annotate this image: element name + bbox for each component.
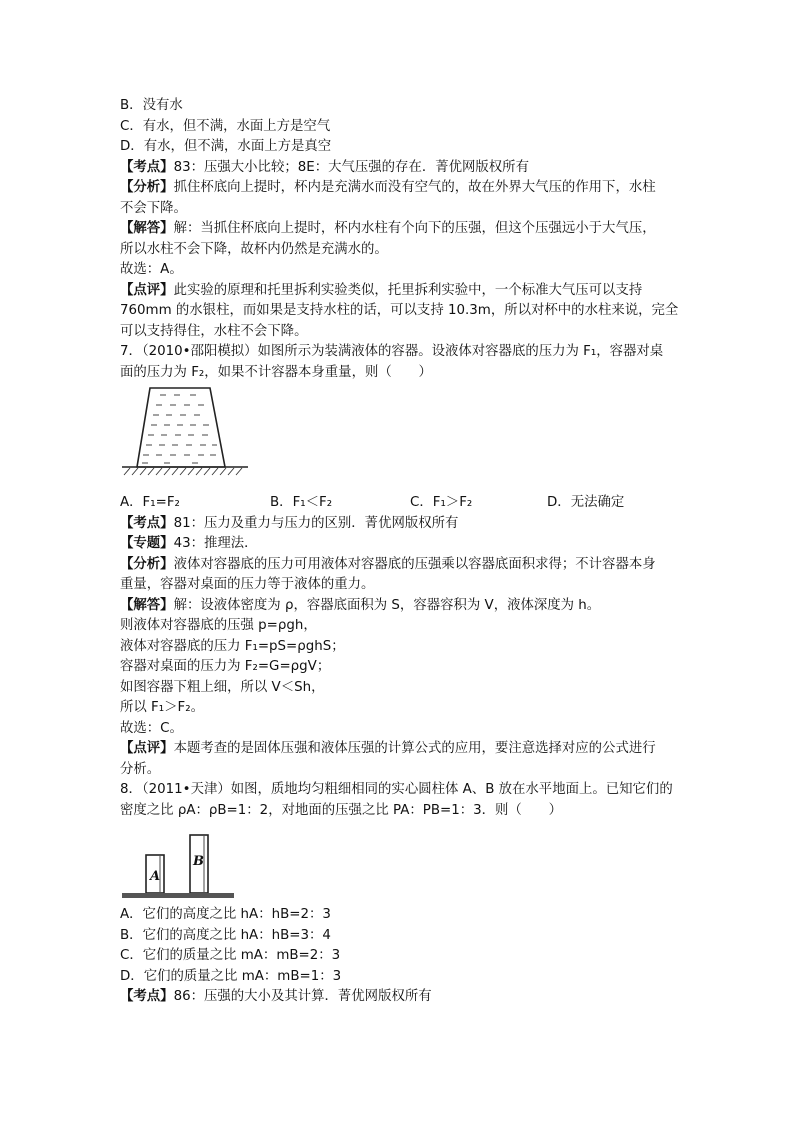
cylinder-b-label: B <box>193 854 204 869</box>
q7-jieda-4: 容器对桌面的压力为 F₂=G=ρgV； <box>120 659 331 674</box>
ground-hatching <box>124 468 242 475</box>
document-page <box>120 96 690 1008</box>
ground <box>122 893 234 898</box>
q6-jieda-cont: 所以水柱不会下降，故杯内仍然是充满水的。 <box>120 241 388 257</box>
q7-dianping-cont: 分析。 <box>120 761 161 777</box>
fenxi-tag: 【分析】 <box>120 556 174 572</box>
kaodian-tag: 【考点】 <box>120 159 174 175</box>
jieda-tag: 【解答】 <box>120 221 174 236</box>
q7-answer: 故选：C。 <box>120 720 183 736</box>
liquid-marks <box>142 395 217 463</box>
q6-jieda <box>120 219 690 240</box>
dianping-text: 本题考查的是固体压强和液体压强的计算公式的应用，要注意选择对应的公式进行 <box>173 741 656 756</box>
q6-option-b: B．没有水 <box>120 98 183 113</box>
q7-stem: 7．（2010•邵阳模拟）如图所示为装满液体的容器。设液体对容器底的压力为 F₁，容器对桌 <box>120 344 664 359</box>
q7-option-b: B．F₁＜F₂ <box>270 495 333 510</box>
zhuanti-text: 43：推理法． <box>173 536 258 551</box>
q6-dianping-cont-1: 760mm 的水银柱，而如果是支持水柱的话，可以支持 10.3m，所以对杯中的水柱来说，完全 <box>120 303 679 318</box>
dianping-text: 此实验的原理和托里拆利实验类似，托里拆利实验中，一个标准大气压可以支持 <box>173 282 643 298</box>
kaodian-text: 81：压力及重力与压力的区别．菁优网版权所有 <box>173 515 459 531</box>
q6-dianping-cont-2: 可以支持得住，水柱不会下降。 <box>120 323 308 339</box>
q8-cylinders-figure <box>120 825 690 905</box>
q8-stem-cont: 密度之比 ρA：ρB=1：2，对地面的压强之比 PA：PB=1：3．则（ ） <box>120 802 562 818</box>
q7-jieda-3: 液体对容器底的压力 F₁=pS=ρghS； <box>120 638 345 654</box>
q7-zhuanti <box>120 534 690 555</box>
q8-stem: 8．（2011•天津）如图，质地均匀粗细相同的实心圆柱体 A、B 放在水平地面上。已知它们的 <box>120 782 673 797</box>
kaodian-text: 83：压强大小比较；8E：大气压强的存在．菁优网版权所有 <box>173 159 529 175</box>
fenxi-text: 液体对容器底的压力可用液体对容器底的压强乘以容器底面积求得；不计容器本身 <box>173 556 656 572</box>
q8-option-a: A．它们的高度之比 hA：hB=2：3 <box>120 907 331 922</box>
dianping-tag: 【点评】 <box>120 741 174 756</box>
q6-option-c: C．有水，但不满，水面上方是空气 <box>120 118 331 134</box>
fenxi-tag: 【分析】 <box>120 180 174 195</box>
q8-option-b: B．它们的高度之比 hA：hB=3：4 <box>120 927 331 943</box>
cylinder-a-label: A <box>150 869 161 884</box>
q6-fenxi-cont: 不会下降。 <box>120 200 187 216</box>
trapezoid-container-diagram <box>120 385 250 489</box>
q7-jieda-2: 则液体对容器底的压强 p=ρgh， <box>120 618 317 633</box>
kaodian-text: 86：压强的大小及其计算．菁优网版权所有 <box>173 989 432 1004</box>
q8-option-c: C．它们的质量之比 mA：mB=2：3 <box>120 948 341 963</box>
q7-option-a: A．F₁=F₂ <box>120 495 180 510</box>
q7-container-figure <box>120 385 690 493</box>
q7-options <box>120 493 690 514</box>
dianping-tag: 【点评】 <box>120 282 174 298</box>
q7-kaodian <box>120 514 690 535</box>
cylinders-diagram <box>120 825 240 901</box>
q7-jieda <box>120 596 690 617</box>
q7-option-c: C．F₁＞F₂ <box>410 495 473 510</box>
jieda-text: 解：当抓住杯底向上提时，杯内水柱有个向下的压强，但这个压强远小于大气压， <box>173 221 656 236</box>
q7-option-d: D．无法确定 <box>547 495 625 510</box>
q6-option-d: D．有水，但不满，水面上方是真空 <box>120 139 332 154</box>
jieda-tag: 【解答】 <box>120 597 174 613</box>
q6-fenxi <box>120 178 690 199</box>
q8-option-d: D．它们的质量之比 mA：mB=1：3 <box>120 968 342 984</box>
q6-dianping <box>120 281 690 302</box>
q7-dianping <box>120 739 690 760</box>
fenxi-text: 抓住杯底向上提时，杯内是充满水而没有空气的，故在外界大气压的作用下，水柱 <box>173 180 656 195</box>
q7-jieda-5: 如图容器下粗上细，所以 V＜Sh， <box>120 679 325 695</box>
q8-kaodian <box>120 987 690 1008</box>
q6-answer: 故选：A。 <box>120 262 183 277</box>
zhuanti-tag: 【专题】 <box>120 536 174 551</box>
q6-kaodian <box>120 158 690 179</box>
kaodian-tag: 【考点】 <box>120 515 174 531</box>
q7-fenxi <box>120 555 690 576</box>
kaodian-tag: 【考点】 <box>120 989 174 1004</box>
q7-stem-cont: 面的压力为 F₂，如果不计容器本身重量，则（ ） <box>120 364 432 380</box>
jieda-text: 解：设液体密度为 ρ，容器底面积为 S，容器容积为 V，液体深度为 h。 <box>173 597 601 613</box>
q7-jieda-6: 所以 F₁＞F₂。 <box>120 700 204 715</box>
q7-fenxi-cont: 重量，容器对桌面的压力等于液体的重力。 <box>120 577 375 592</box>
